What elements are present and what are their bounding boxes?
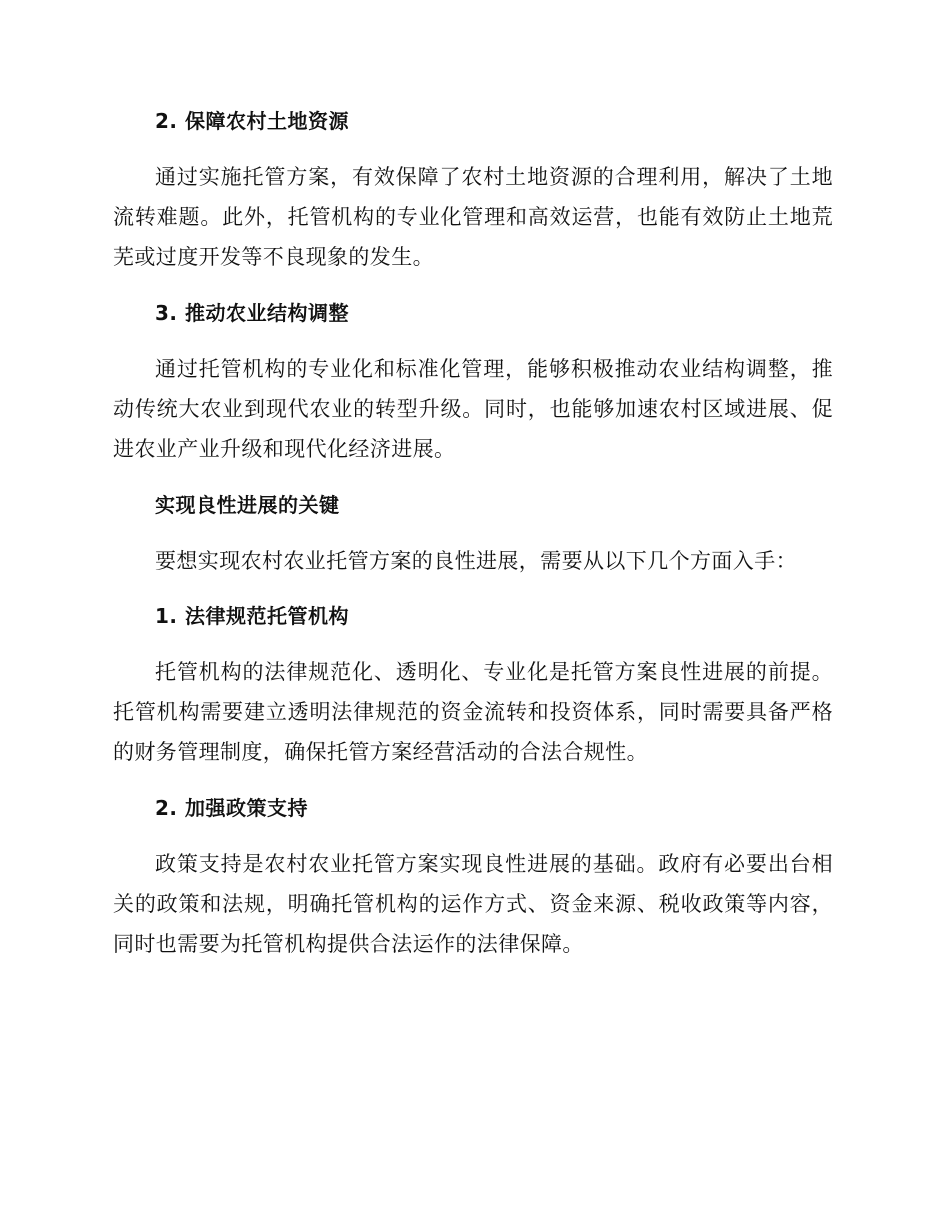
document-page: [113, 106, 833, 985]
section-heading-key-to-progress: 实现良性进展的关键: [155, 493, 340, 517]
paragraph-legal-regulation: 托管机构的法律规范化、透明化、专业化是托管方案良性进展的前提。托管机构需要建立透明法律规范的资金流转和投资体系，同时需要具备严格的财务管理制度，确保托管方案经营活动的合法合规性。: [113, 660, 833, 764]
section-heading-policy-support: 2. 加强政策支持: [155, 796, 308, 820]
section-heading-protect-land: 2. 保障农村土地资源: [155, 109, 349, 133]
paragraph-key-intro: 要想实现农村农业托管方案的良性进展，需要从以下几个方面入手：: [155, 549, 797, 573]
paragraph-protect-land: 通过实施托管方案，有效保障了农村土地资源的合理利用，解决了土地流转难题。此外，托管机构的专业化管理和高效运营，也能有效防止土地荒芜或过度开发等不良现象的发生。: [113, 165, 833, 269]
section-heading-agri-structure: 3. 推动农业结构调整: [155, 301, 349, 325]
paragraph-agri-structure: 通过托管机构的专业化和标准化管理，能够积极推动农业结构调整，推动传统大农业到现代农业的转型升级。同时，也能够加速农村区域进展、促进农业产业升级和现代化经济进展。: [113, 357, 833, 461]
paragraph-policy-support: 政策支持是农村农业托管方案实现良性进展的基础。政府有必要出台相关的政策和法规，明确托管机构的运作方式、资金来源、税收政策等内容，同时也需要为托管机构提供合法运作的法律保障。: [113, 852, 833, 956]
section-heading-legal-regulation: 1. 法律规范托管机构: [155, 604, 349, 628]
